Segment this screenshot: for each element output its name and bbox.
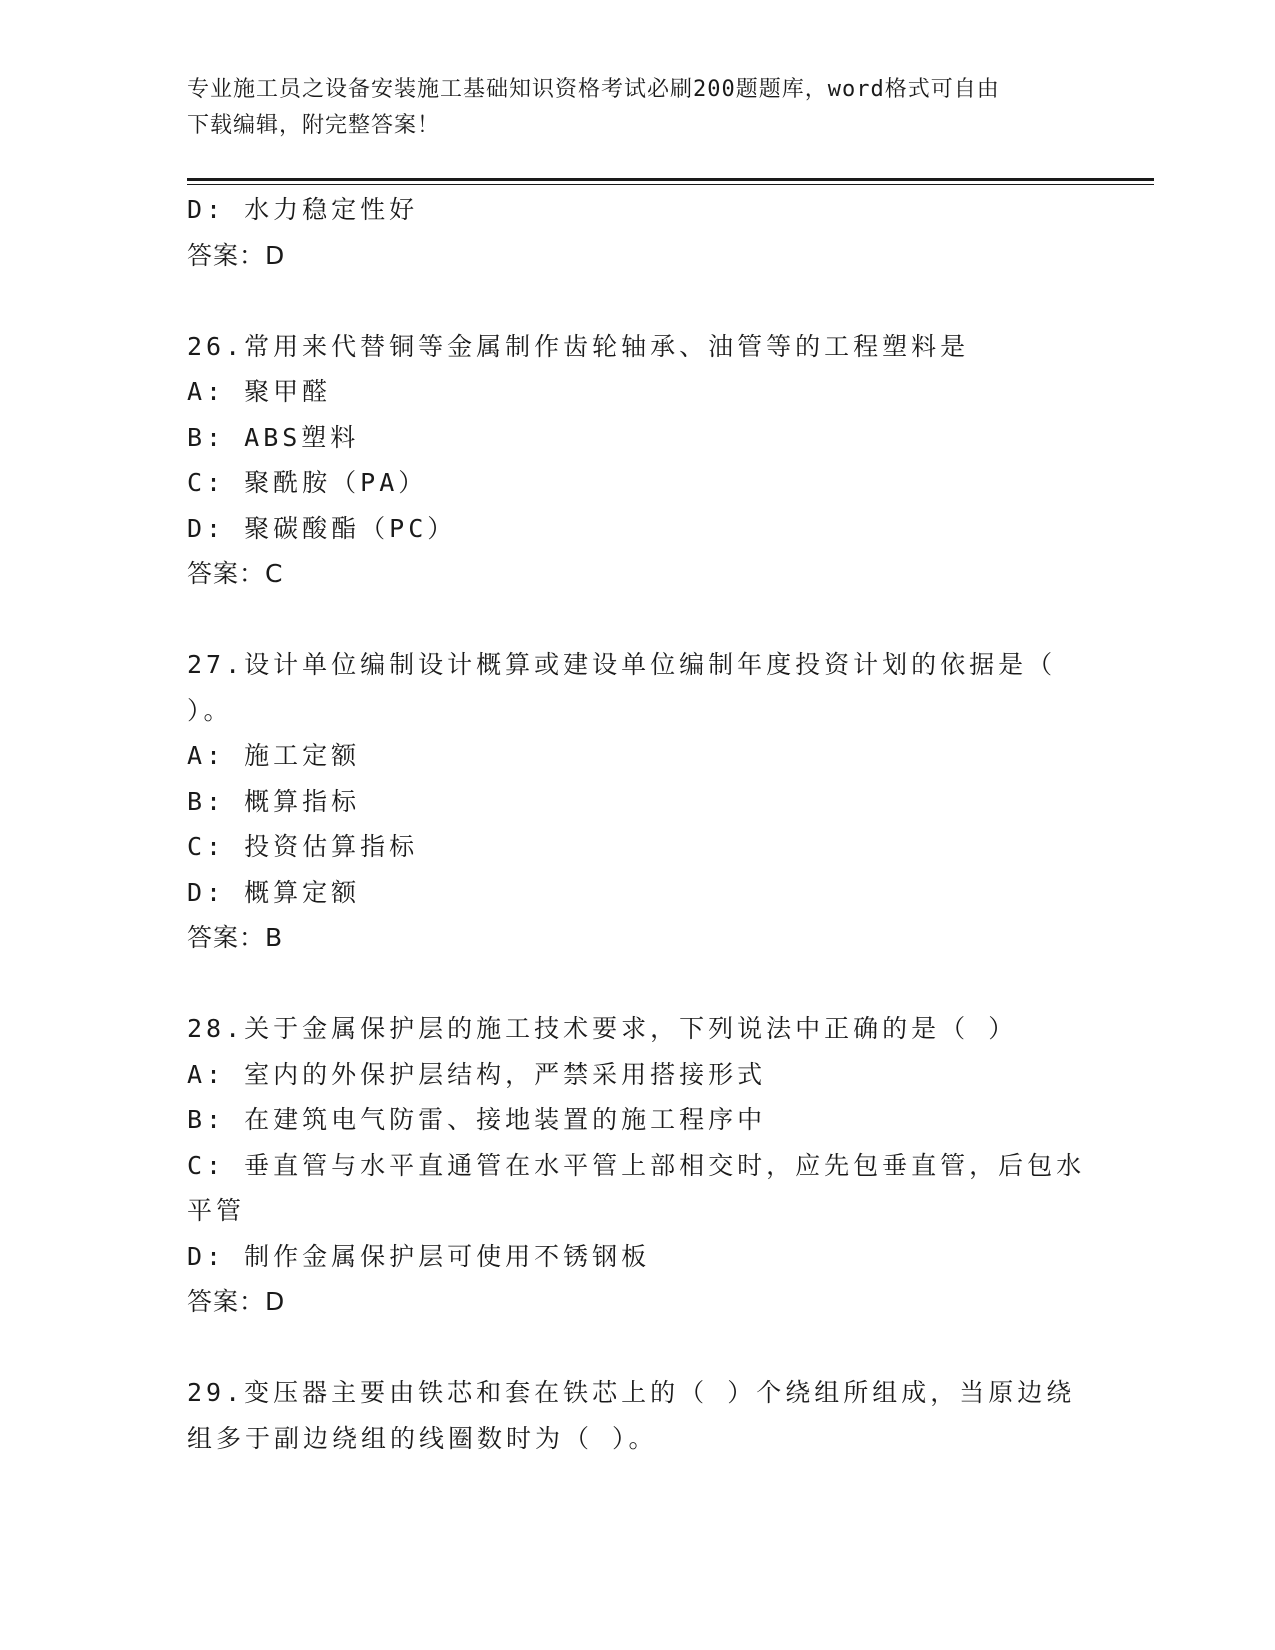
header-divider-thick bbox=[187, 178, 1154, 181]
question-stem-line-2: 组多于副边绕组的线圈数时为（ ）。 bbox=[187, 1423, 658, 1453]
answer: 答案：D bbox=[187, 1287, 286, 1316]
option-d: D: 聚碳酸酯（PC） bbox=[187, 513, 457, 543]
option-c: C: 聚酰胺（PA） bbox=[187, 468, 428, 497]
question-26 bbox=[187, 324, 1087, 597]
option-b: B: ABS塑料 bbox=[187, 422, 360, 452]
question-stem: 28.关于金属保护层的施工技术要求，下列说法中正确的是（ ） bbox=[187, 1014, 1018, 1043]
header-line-2: 下载编辑，附完整答案！ bbox=[187, 113, 441, 138]
option-a: A: 聚甲醛 bbox=[187, 377, 332, 406]
question-stem-line-1: 29.变压器主要由铁芯和套在铁芯上的（ ）个绕组所组成，当原边绕 bbox=[187, 1378, 1076, 1407]
option-d: D: 概算定额 bbox=[187, 877, 361, 907]
option-d: D: 制作金属保护层可使用不锈钢板 bbox=[187, 1241, 651, 1271]
answer: 答案：D bbox=[187, 240, 286, 270]
question-29 bbox=[187, 1370, 1087, 1461]
option-a: A: 室内的外保护层结构，严禁采用搭接形式 bbox=[187, 1059, 767, 1089]
question-25 bbox=[187, 187, 1087, 278]
option-c: C: 投资估算指标 bbox=[187, 832, 419, 861]
question-stem-line-1: 27.设计单位编制设计概算或建设单位编制年度投资计划的依据是（ bbox=[187, 650, 1057, 679]
spacer bbox=[187, 278, 1087, 324]
header-divider-thin bbox=[187, 184, 1154, 185]
answer: 答案：C bbox=[187, 559, 284, 588]
option-c-line-2: 平管 bbox=[187, 1196, 246, 1225]
question-27 bbox=[187, 642, 1087, 961]
spacer bbox=[187, 961, 1087, 1007]
question-list bbox=[187, 187, 1087, 1461]
option-c-line-1: C: 垂直管与水平直通管在水平管上部相交时，应先包垂直管，后包水 bbox=[187, 1150, 1086, 1180]
document-header bbox=[187, 72, 1067, 144]
answer: 答案：B bbox=[187, 923, 284, 952]
spacer bbox=[187, 1325, 1087, 1371]
option-d: D: 水力稳定性好 bbox=[187, 195, 419, 224]
option-a: A: 施工定额 bbox=[187, 741, 361, 770]
header-line-1: 专业施工员之设备安装施工基础知识资格考试必刷200题题库，word格式可自由 bbox=[187, 77, 1000, 102]
option-b: B: 概算指标 bbox=[187, 786, 361, 816]
question-28 bbox=[187, 1006, 1087, 1325]
question-stem-line-2: ）。 bbox=[187, 695, 233, 725]
spacer bbox=[187, 597, 1087, 643]
question-stem: 26.常用来代替铜等金属制作齿轮轴承、油管等的工程塑料是 bbox=[187, 331, 970, 361]
option-b: B: 在建筑电气防雷、接地装置的施工程序中 bbox=[187, 1105, 767, 1134]
